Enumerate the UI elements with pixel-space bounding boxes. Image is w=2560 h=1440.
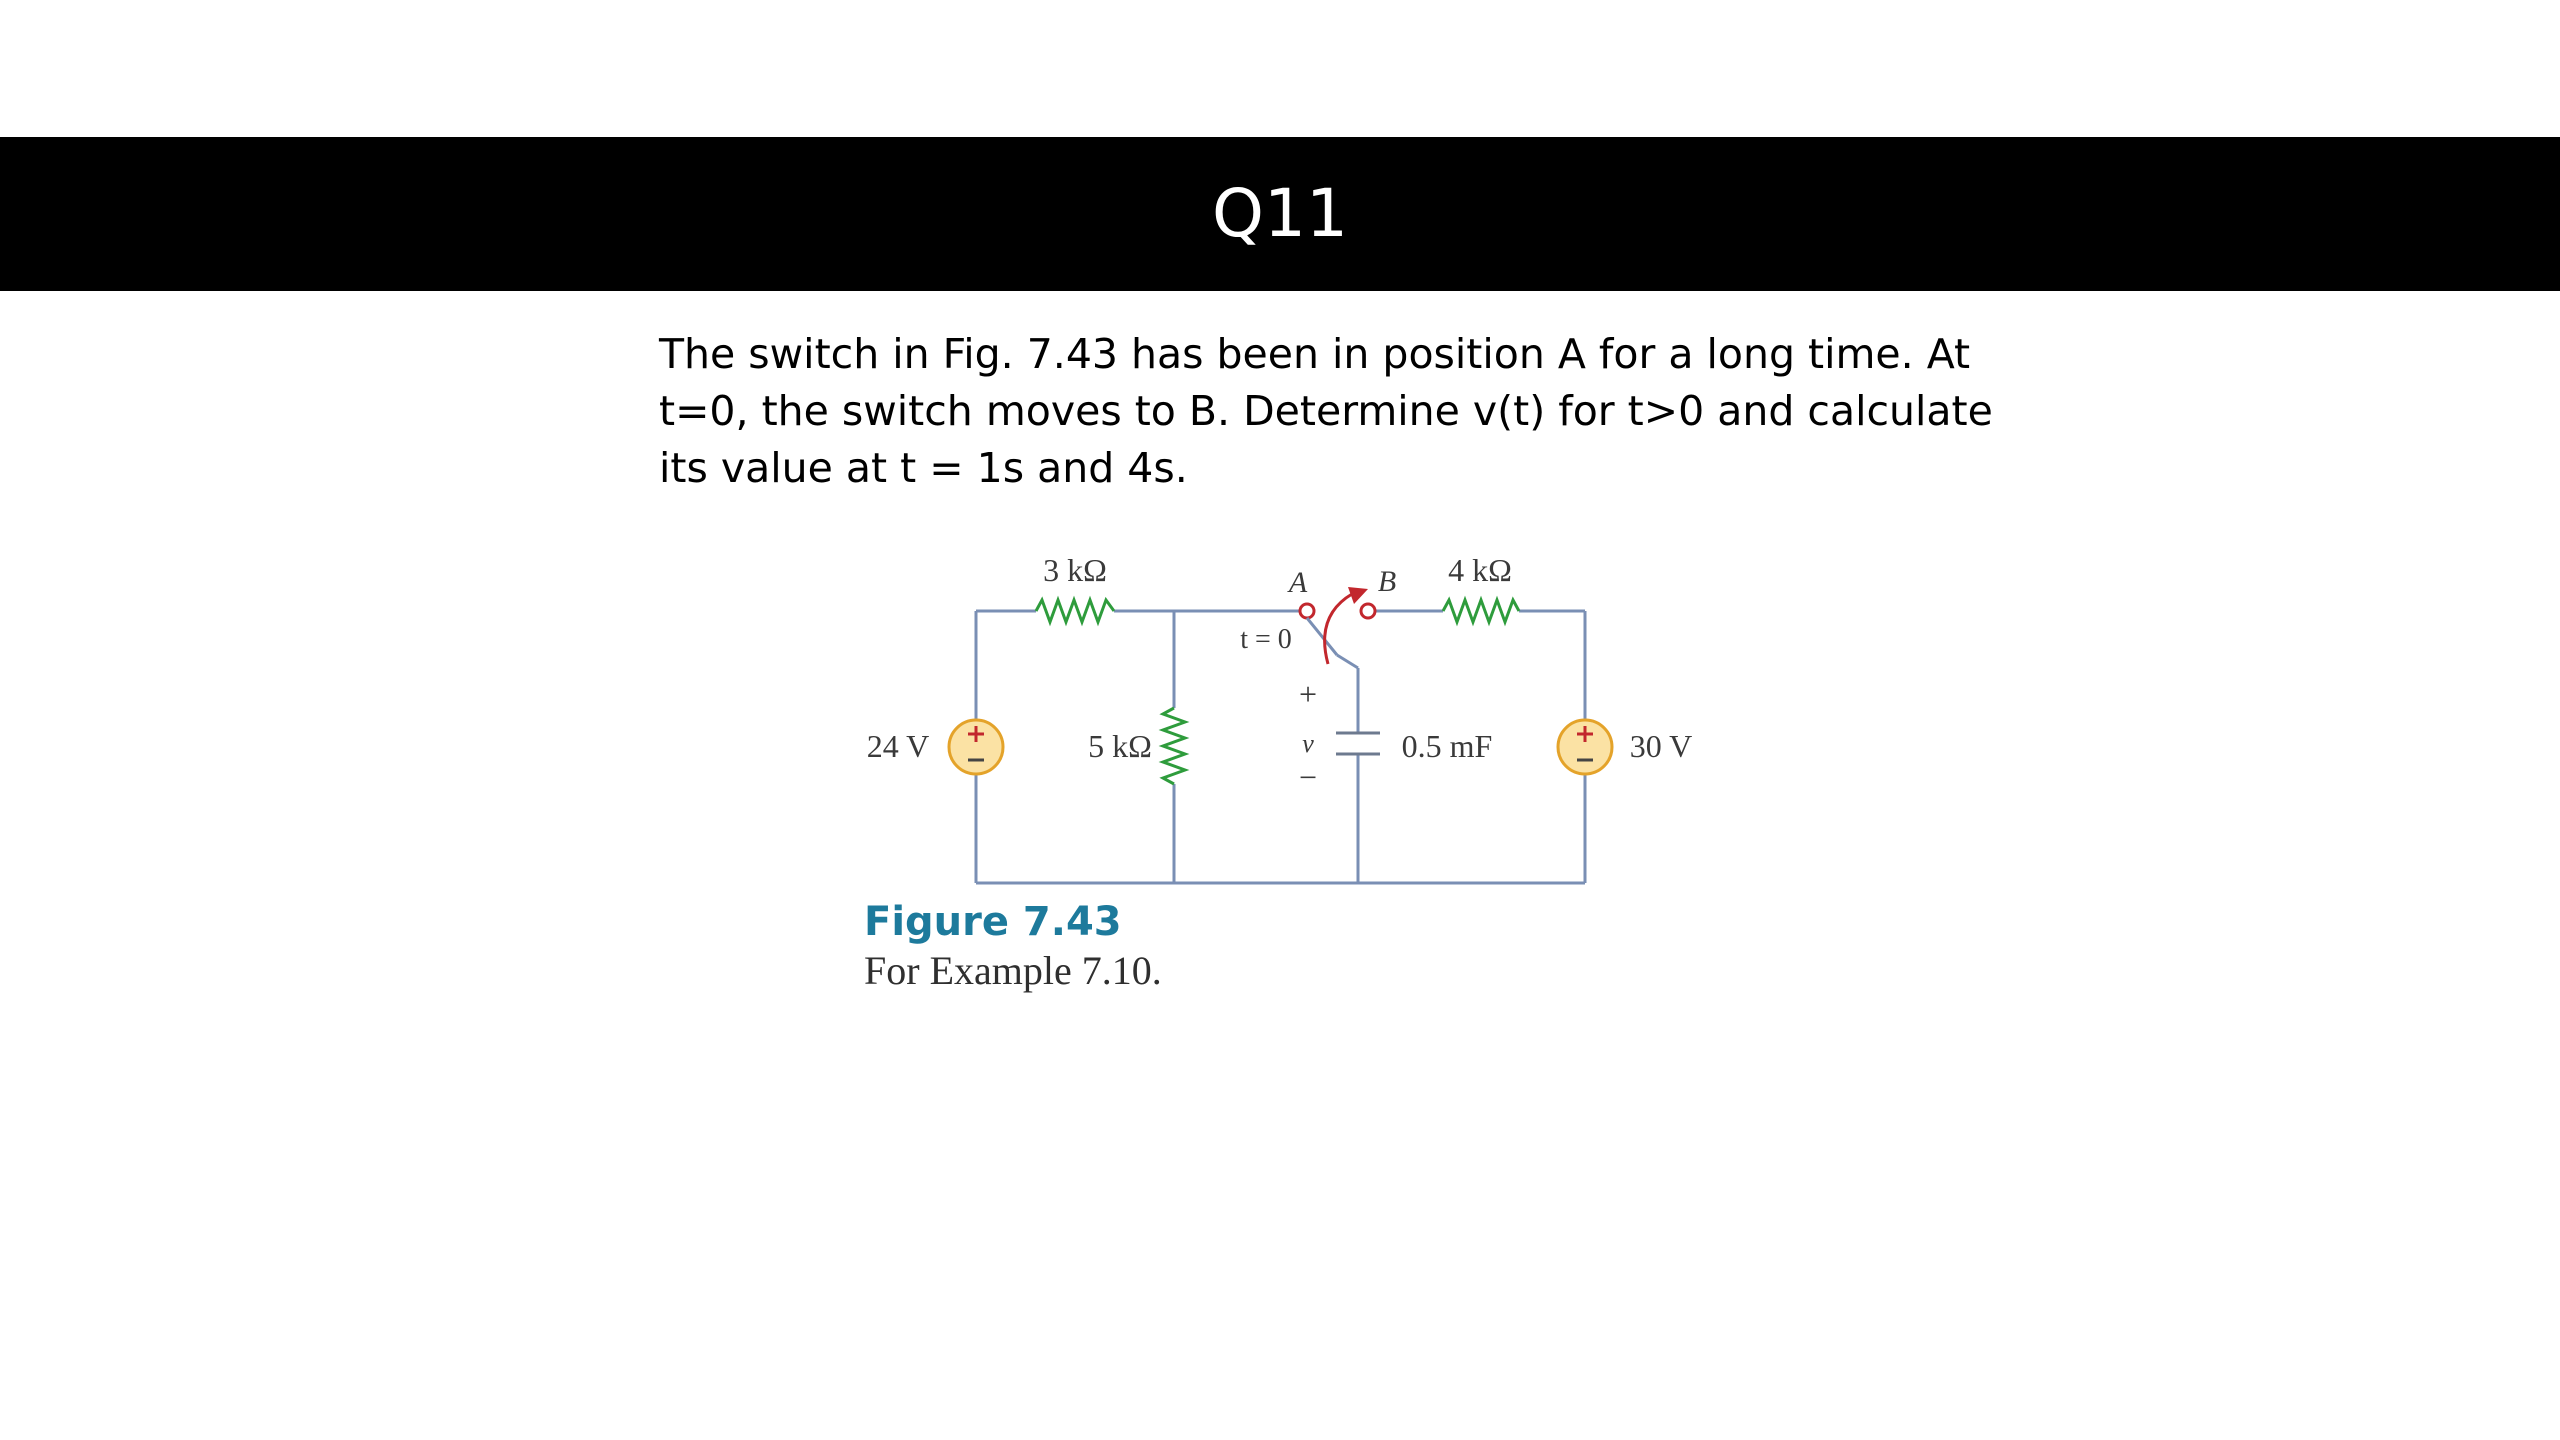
wire (1337, 655, 1358, 668)
label-voltage-v: v (1302, 729, 1314, 758)
label-capacitor: 0.5 mF (1401, 728, 1493, 764)
resistor-3k-symbol (1036, 600, 1114, 622)
question-line: t=0, the switch moves to B. Determine v(t) for t>0 and calculate (659, 387, 1993, 435)
figure-title: Figure 7.43 (864, 899, 1122, 945)
label-source-right: 30 V (1629, 728, 1693, 764)
switch-arrow-icon (1348, 587, 1368, 604)
label-r3: 4 kΩ (1448, 552, 1512, 588)
resistor-4k-symbol (1443, 600, 1519, 622)
resistor-5k-symbol (1163, 708, 1185, 784)
switch-arc (1325, 594, 1352, 664)
switch-terminal-b (1361, 604, 1375, 618)
label-minus: − (1298, 759, 1318, 795)
label-source-left: 24 V (866, 728, 930, 764)
label-switch-time: t = 0 (1240, 624, 1292, 655)
label-switch-a: A (1288, 566, 1308, 599)
label-r1: 3 kΩ (1043, 552, 1107, 588)
switch-blade (1307, 618, 1337, 655)
label-plus: + (1298, 676, 1318, 712)
question-line: The switch in Fig. 7.43 has been in position A for a long time. At (659, 330, 1971, 378)
question-line: its value at t = 1s and 4s. (659, 444, 1188, 492)
figure-caption: For Example 7.10. (864, 948, 1162, 993)
slide-title: Q11 (1212, 175, 1348, 252)
label-r2: 5 kΩ (1088, 728, 1152, 764)
switch-terminal-a (1300, 604, 1314, 618)
label-switch-b: B (1377, 565, 1397, 598)
